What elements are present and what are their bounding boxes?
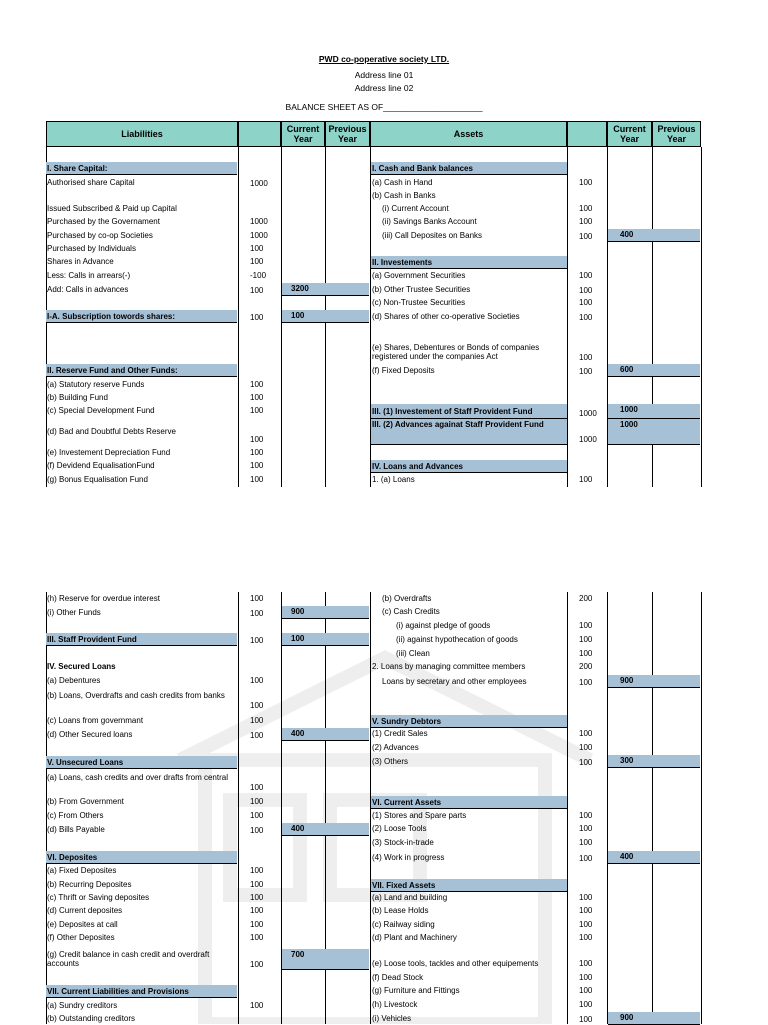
line-item-label: (c) Cash Credits xyxy=(382,606,440,616)
total-underline xyxy=(282,645,369,646)
section-underline xyxy=(371,174,567,175)
total-underline xyxy=(282,969,369,970)
line-item-amount: 100 xyxy=(579,621,593,630)
section-underline xyxy=(46,863,237,864)
current-year-total: 900 xyxy=(291,607,305,616)
line-item-label: (ii) Savings Banks Account xyxy=(382,216,477,226)
line-item-label: (a) Government Securities xyxy=(372,270,466,280)
line-item-amount: 100 xyxy=(579,959,593,968)
line-item-amount: 100 xyxy=(579,824,593,833)
line-item-amount: 100 xyxy=(579,286,593,295)
line-item-amount: 100 xyxy=(250,731,264,740)
line-item-label: 2. Loans by managing committee members xyxy=(372,661,526,671)
line-item-label: (d) Plant and Machinery xyxy=(372,932,457,942)
line-item-amount: 100 xyxy=(579,986,593,995)
total-underline xyxy=(608,376,700,377)
grid-vline xyxy=(238,147,239,487)
section-heading: V. Unsecured Loans xyxy=(47,757,124,767)
current-year-total: 900 xyxy=(620,676,634,685)
line-item-label: (h) Reserve for overdue interest xyxy=(47,593,160,603)
line-item-label: (a) Loans, cash credits and over drafts from central xyxy=(47,773,228,782)
line-item-label: (d) Bills Payable xyxy=(47,824,105,834)
col-assets-current-year: Current Year xyxy=(607,121,652,147)
line-item-amount: 100 xyxy=(579,475,593,484)
total-underline xyxy=(608,687,700,688)
line-item-amount: 100 xyxy=(250,406,264,415)
line-item-label: (c) Non-Trustee Securities xyxy=(372,297,466,307)
total-underline xyxy=(608,863,700,864)
col-liab-current-year: Current Year xyxy=(281,121,325,147)
line-item-label: (f) Other Deposites xyxy=(47,932,115,942)
section-heading: IV. Loans and Advances xyxy=(372,461,463,471)
line-item-label: (ii) against hypothecation of goods xyxy=(396,634,518,644)
line-item-amount: 1000 xyxy=(250,179,268,188)
section-heading: I. Cash and Bank balances xyxy=(372,163,473,173)
line-item-amount: 100 xyxy=(579,1015,593,1024)
line-item-label: (i) Other Funds xyxy=(47,607,101,617)
line-item-amount: 200 xyxy=(579,594,593,603)
line-item-label: Issued Subscribed & Paid up Capital xyxy=(47,203,177,213)
line-item-label: (a) Debentures xyxy=(47,675,101,685)
line-item-label: Purchased by Individuals xyxy=(47,243,136,253)
line-item-amount: 100 xyxy=(579,729,593,738)
current-year-total: 400 xyxy=(620,852,634,861)
line-item-amount: 100 xyxy=(579,973,593,982)
current-year-total: 400 xyxy=(291,824,305,833)
line-item-label: (b) Other Trustee Securities xyxy=(372,284,471,294)
line-item-label: (d) Shares of other co-operative Societies xyxy=(372,311,520,321)
section-heading: II. Investements xyxy=(372,257,433,267)
line-item-amount: 100 xyxy=(579,743,593,752)
line-item-amount: 100 xyxy=(250,313,264,322)
grid-vline xyxy=(701,147,702,487)
section-underline xyxy=(46,997,237,998)
total-underline xyxy=(608,444,700,445)
section-underline xyxy=(46,322,237,323)
line-item-label: (c) Special Development Fund xyxy=(47,405,155,415)
society-name: PWD co-poperative society LTD. xyxy=(318,54,450,64)
line-item-amount: 100 xyxy=(579,649,593,658)
line-item-amount: 1000 xyxy=(250,231,268,240)
line-item-amount: 100 xyxy=(579,353,593,362)
line-item-amount: 100 xyxy=(250,286,264,295)
total-underline xyxy=(608,241,700,242)
current-year-total: 1000 xyxy=(620,420,638,429)
line-item-amount: 100 xyxy=(250,257,264,266)
total-underline xyxy=(608,767,700,768)
line-item-label: (d) Bad and Doubtful Debts Reserve xyxy=(47,427,176,436)
line-item-amount: 100 xyxy=(579,271,593,280)
current-year-total: 1000 xyxy=(620,405,638,414)
balance-sheet-title: BALANCE SHEET AS OF_____________________ xyxy=(285,102,483,112)
line-item-amount: 100 xyxy=(250,594,264,603)
grid-vline xyxy=(238,592,239,1024)
section-heading: VI. Current Assets xyxy=(372,797,442,807)
line-item-label: (2) Advances xyxy=(372,742,419,752)
col-assets-previous-year: Previous Year xyxy=(652,121,701,147)
grid-vline xyxy=(652,592,653,1024)
section-heading: I-A. Subscription towords shares: xyxy=(47,311,176,321)
line-item-amount: 100 xyxy=(250,906,264,915)
line-item-label: (iii) Call Deposites on Banks xyxy=(382,230,483,240)
line-item-label: Purchased by co-op Societies xyxy=(47,230,153,240)
total-underline xyxy=(282,322,369,323)
line-item-amount: 100 xyxy=(579,635,593,644)
line-item-label: (e) Investement Depreciation Fund xyxy=(47,447,171,457)
current-year-total: 100 xyxy=(291,311,305,320)
line-item-label: (e) Loose tools, tackles and other equipements xyxy=(372,958,539,968)
line-item-label: (e) Shares, Debentures or Bonds of companies registered under the companies Act xyxy=(372,343,540,361)
section-heading: III. (2) Advances againat Staff Provident Fund xyxy=(372,420,544,429)
line-item-amount: 100 xyxy=(579,232,593,241)
line-item-label: Add: Calls in advances xyxy=(47,284,129,294)
line-item-label: (b) Outstanding creditors xyxy=(47,1013,136,1023)
col-liabilities: Liabilities xyxy=(46,121,238,147)
section-heading: VI. Deposites xyxy=(47,852,98,862)
line-item-label: (b) From Government xyxy=(47,796,124,806)
line-item-amount: 100 xyxy=(250,797,264,806)
section-heading: VII. Fixed Assets xyxy=(372,880,436,890)
grid-vline xyxy=(607,592,608,1024)
line-item-label: Shares in Advance xyxy=(47,256,114,266)
grid-vline xyxy=(567,592,568,1024)
line-item-amount: 100 xyxy=(250,826,264,835)
line-item-label: (1) Credit Sales xyxy=(372,728,428,738)
line-item-label: (b) Overdrafts xyxy=(382,593,432,603)
line-item-label: (f) Devidend EqualisationFund xyxy=(47,460,155,470)
line-item-label: (c) Railway siding xyxy=(372,919,435,929)
grid-vline xyxy=(567,147,568,487)
col-assets: Assets xyxy=(370,121,567,147)
section-underline xyxy=(371,808,567,809)
line-item-amount: 1000 xyxy=(579,409,597,418)
line-item-amount: 100 xyxy=(250,920,264,929)
line-item-amount: 100 xyxy=(579,367,593,376)
current-year-total: 300 xyxy=(620,756,634,765)
line-item-label: (d) Other Secured loans xyxy=(47,729,133,739)
line-item-label: (b) Recurring Deposites xyxy=(47,879,132,889)
line-item-amount: 100 xyxy=(250,933,264,942)
line-item-amount: 100 xyxy=(579,678,593,687)
line-item-label: 1. (a) Loans xyxy=(372,474,415,484)
address-line-1: Address line 01 xyxy=(354,70,414,80)
section-heading: II. Reserve Fund and Other Funds: xyxy=(47,365,178,375)
line-item-amount: 100 xyxy=(250,448,264,457)
line-item-label: (g) Credit balance in cash credit and overdraft accounts xyxy=(47,950,210,968)
section-underline xyxy=(46,376,237,377)
line-item-label: (i) Vehicles xyxy=(372,1013,412,1023)
section-heading: III. Staff Provident Fund xyxy=(47,634,137,644)
address-line-2: Address line 02 xyxy=(354,83,414,93)
line-item-label: (c) Loans from governmant xyxy=(47,715,144,725)
line-item-amount: 100 xyxy=(579,178,593,187)
line-item-label: (c) Thrift or Saving deposites xyxy=(47,892,150,902)
line-item-label: (a) Cash in Hand xyxy=(372,177,433,187)
line-item-label: (1) Stores and Spare parts xyxy=(372,810,467,820)
line-item-amount: 100 xyxy=(579,893,593,902)
section-underline xyxy=(46,645,237,646)
line-item-label: (a) Fixed Deposites xyxy=(47,865,117,875)
total-underline xyxy=(282,295,369,296)
line-item-label: (b) Cash in Banks xyxy=(372,190,436,200)
section-heading: VII. Current Liabilities and Provisions xyxy=(47,986,189,996)
line-item-amount: 100 xyxy=(250,716,264,725)
line-item-amount: 100 xyxy=(579,313,593,322)
line-item-amount: 100 xyxy=(250,475,264,484)
section-underline xyxy=(46,768,237,769)
line-item-label: (b) Loans, Overdrafts and cash credits from banks xyxy=(47,691,225,700)
section-heading: V. Sundry Debtors xyxy=(372,716,442,726)
line-item-label: (f) Fixed Deposits xyxy=(372,365,435,375)
line-item-amount: 100 xyxy=(579,838,593,847)
line-item-amount: 100 xyxy=(250,393,264,402)
line-item-amount: 100 xyxy=(250,866,264,875)
line-item-label: (d) Current deposites xyxy=(47,905,123,915)
line-item-amount: 100 xyxy=(250,811,264,820)
line-item-amount: 200 xyxy=(579,662,593,671)
line-item-amount: 100 xyxy=(579,758,593,767)
line-item-amount: 100 xyxy=(250,461,264,470)
section-heading: I. Share Capital: xyxy=(47,163,108,173)
line-item-amount: 100 xyxy=(250,960,264,969)
line-item-amount: 100 xyxy=(579,298,593,307)
section-underline xyxy=(371,268,567,269)
line-item-amount: 100 xyxy=(579,217,593,226)
line-item-amount: 100 xyxy=(579,920,593,929)
line-item-label: Less: Calls in arrears(-) xyxy=(47,270,131,280)
col-assets-blank xyxy=(567,121,607,147)
total-underline xyxy=(282,618,369,619)
section-underline xyxy=(371,472,567,473)
current-year-total: 600 xyxy=(620,365,634,374)
line-item-label: (b) Lease Holds xyxy=(372,905,429,915)
line-item-amount: 100 xyxy=(579,906,593,915)
line-item-amount: 1000 xyxy=(250,217,268,226)
line-item-label: (i) against pledge of goods xyxy=(396,620,491,630)
line-item-label: (c) From Others xyxy=(47,810,104,820)
line-item-label: (g) Furniture and Fittings xyxy=(372,985,460,995)
line-item-label: (a) Sundry creditors xyxy=(47,1000,118,1010)
line-item-label: (3) Others xyxy=(372,756,409,766)
line-item-label: Authorised share Capital xyxy=(47,178,135,187)
line-item-amount: 100 xyxy=(250,244,264,253)
line-item-amount: 1000 xyxy=(579,435,597,444)
line-item-amount: 100 xyxy=(250,701,264,710)
section-heading: III. (1) Investement of Staff Provident Fund xyxy=(372,406,533,416)
line-item-label: IV. Secured Loans xyxy=(47,661,116,671)
line-item-amount: 100 xyxy=(250,783,264,792)
line-item-amount: 100 xyxy=(579,204,593,213)
current-year-total: 3200 xyxy=(291,284,309,293)
section-underline xyxy=(46,174,237,175)
line-item-label: (4) Work in progress xyxy=(372,852,445,862)
line-item-amount: 100 xyxy=(579,854,593,863)
line-item-amount: 100 xyxy=(250,676,264,685)
line-item-label: (i) Current Account xyxy=(382,203,449,213)
line-item-amount: 100 xyxy=(579,1000,593,1009)
line-item-label: (e) Deposites at call xyxy=(47,919,118,929)
line-item-amount: -100 xyxy=(250,271,267,280)
col-liab-blank xyxy=(238,121,281,147)
total-underline xyxy=(282,835,369,836)
line-item-amount: 100 xyxy=(579,811,593,820)
line-item-amount: 100 xyxy=(250,880,264,889)
current-year-total: 400 xyxy=(291,729,305,738)
line-item-label: (iii) Clean xyxy=(396,648,430,658)
line-item-amount: 100 xyxy=(250,609,264,618)
line-item-amount: 100 xyxy=(250,380,264,389)
grid-vline xyxy=(701,592,702,1024)
line-item-amount: 100 xyxy=(579,933,593,942)
line-item-label: (f) Dead Stock xyxy=(372,972,424,982)
current-year-total: 400 xyxy=(620,230,634,239)
current-year-total: 900 xyxy=(620,1013,634,1022)
line-item-label: (a) Statutory reserve Funds xyxy=(47,379,145,389)
current-year-total: 100 xyxy=(291,634,305,643)
current-year-total: 700 xyxy=(291,950,305,959)
line-item-label: Purchased by the Governament xyxy=(47,216,160,226)
line-item-label: (g) Bonus Equalisation Fund xyxy=(47,474,148,484)
line-item-amount: 100 xyxy=(250,1001,264,1010)
line-item-label: (b) Building Fund xyxy=(47,392,108,402)
total-underline xyxy=(282,740,369,741)
line-item-label: Loans by secretary and other employees xyxy=(382,676,527,686)
section-underline xyxy=(371,444,567,445)
line-item-label: (3) Stock-in-trade xyxy=(372,837,434,847)
line-item-amount: 100 xyxy=(250,435,264,444)
line-item-amount: 100 xyxy=(250,893,264,902)
line-item-amount: 100 xyxy=(250,636,264,645)
line-item-label: (2) Loose Tools xyxy=(372,823,427,833)
line-item-label: (h) Livestock xyxy=(372,999,418,1009)
line-item-label: (a) Land and building xyxy=(372,892,448,902)
col-liab-previous-year: Previous Year xyxy=(325,121,370,147)
